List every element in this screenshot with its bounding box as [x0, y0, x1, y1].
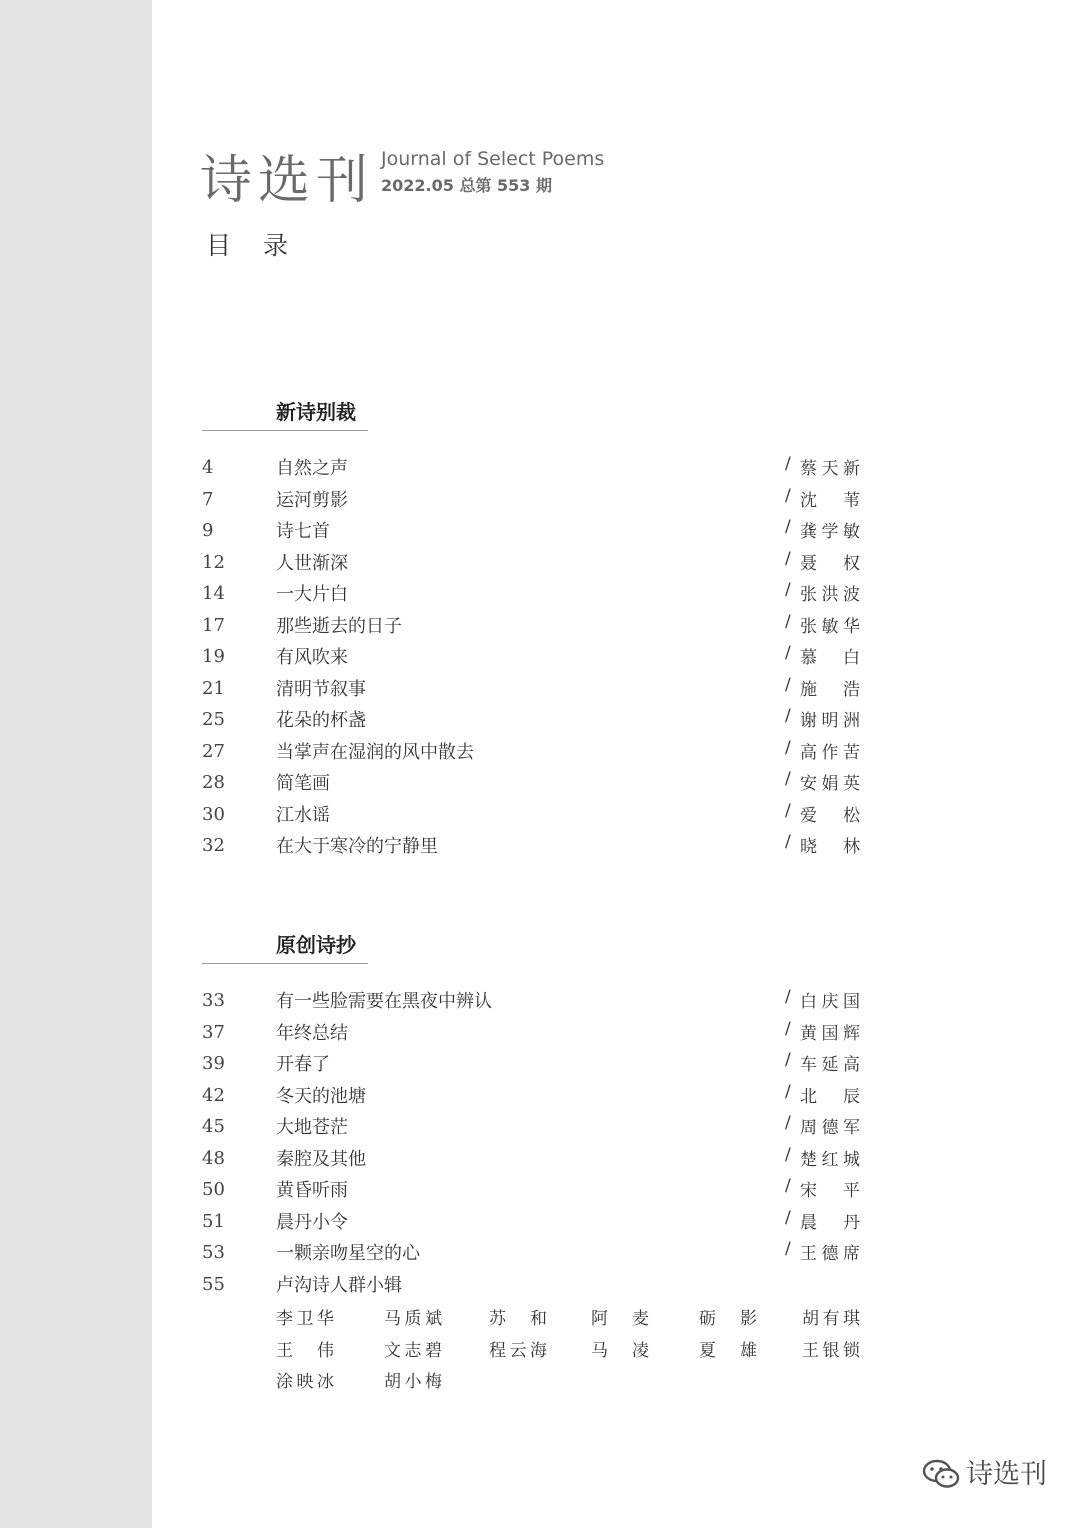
- author-name: 谢明洲: [800, 711, 860, 731]
- entry-title: 一大片白: [276, 584, 348, 605]
- toc-entry: [200, 643, 900, 675]
- toc-entry: [200, 612, 900, 644]
- poet-name: 胡有琪: [802, 1309, 860, 1329]
- author-slash: /: [785, 1144, 791, 1165]
- toc-entry: [200, 1050, 900, 1082]
- entry-title: 当掌声在湿润的风中散去: [276, 741, 474, 763]
- author-name: 张洪波: [800, 585, 860, 605]
- entry-author: [786, 1208, 860, 1233]
- entry-author: [786, 580, 860, 605]
- entry-author: [786, 832, 860, 857]
- author-name: 龚学敏: [800, 522, 860, 542]
- toc-entry: [200, 675, 900, 707]
- masthead: [200, 130, 800, 211]
- author-slash: /: [785, 643, 791, 663]
- toc-entry: [200, 1019, 900, 1051]
- author-slash: /: [785, 580, 791, 600]
- entry-page-number: 7: [202, 488, 214, 510]
- poet-name: 夏雄: [699, 1340, 757, 1361]
- entry-author: [786, 706, 860, 731]
- author-slash: /: [785, 1176, 791, 1196]
- author-name: 黄国辉: [800, 1023, 860, 1044]
- author-name: 聂权: [800, 553, 860, 574]
- entry-page-number: 39: [202, 1053, 225, 1074]
- entry-title: 运河剪影: [276, 489, 348, 511]
- entry-title: 在大于寒冷的宁静里: [276, 836, 438, 857]
- entry-list: [200, 454, 900, 864]
- toc-entry: [200, 1239, 900, 1271]
- author-name: 白庆国: [800, 992, 860, 1012]
- entry-title: 花朵的杯盏: [276, 710, 366, 731]
- author-name: 车延高: [800, 1055, 860, 1075]
- entry-title: 有风吹来: [276, 647, 348, 668]
- entry-page-number: 32: [202, 835, 225, 856]
- entry-title: 一颗亲吻星空的心: [276, 1243, 420, 1264]
- author-slash: /: [785, 987, 791, 1007]
- poet-name: 砺影: [699, 1309, 757, 1329]
- toc-entry: [200, 580, 900, 612]
- author-name: 北辰: [800, 1086, 860, 1107]
- author-name: 爱松: [800, 805, 860, 826]
- entry-page-number: 48: [202, 1147, 225, 1169]
- entry-author: [786, 1082, 860, 1107]
- group-poets: [276, 1304, 900, 1399]
- poet-name: 文志碧: [384, 1340, 442, 1361]
- entry-title: 自然之声: [276, 458, 348, 479]
- poet-name: 涂映冰: [276, 1372, 334, 1392]
- entry-page-number: 21: [202, 677, 225, 699]
- author-slash: /: [785, 769, 791, 789]
- author-name: 楚红城: [800, 1149, 860, 1170]
- entry-author: [786, 486, 860, 511]
- author-name: 宋平: [800, 1181, 860, 1201]
- entry-title: 那些逝去的日子: [276, 615, 402, 637]
- entry-list: [200, 987, 900, 1302]
- entry-title: 黄昏听雨: [276, 1180, 348, 1201]
- entry-page-number: 28: [202, 772, 225, 793]
- author-slash: /: [785, 800, 791, 821]
- entry-page-number: 33: [202, 990, 225, 1011]
- author-name: 施浩: [800, 679, 860, 700]
- entry-page-number: 27: [202, 740, 225, 762]
- section-heading-text: 新诗别裁: [276, 400, 356, 424]
- poet-name: 胡小梅: [384, 1372, 442, 1392]
- entry-page-number: 19: [202, 646, 225, 667]
- entry-author: [786, 1145, 860, 1170]
- entry-page-number: 30: [202, 803, 225, 825]
- toc-entry: [200, 1113, 900, 1145]
- entry-page-number: 17: [202, 614, 225, 636]
- entry-author: [786, 643, 860, 668]
- entry-title: 晨丹小令: [276, 1211, 348, 1233]
- entry-page-number: 25: [202, 709, 225, 730]
- toc-entry: [200, 1082, 900, 1114]
- author-slash: /: [785, 737, 791, 758]
- author-name: 王德席: [800, 1244, 860, 1264]
- toc-entry: [200, 486, 900, 518]
- entry-page-number: 55: [202, 1273, 225, 1295]
- entry-title: 清明节叙事: [276, 678, 366, 700]
- poet-row: [276, 1367, 900, 1399]
- entry-page-number: 45: [202, 1116, 225, 1137]
- entry-title: 有一些脸需要在黑夜中辨认: [276, 991, 492, 1012]
- toc-entry: [200, 987, 900, 1019]
- entry-author: [786, 987, 860, 1012]
- wechat-icon: [922, 1458, 960, 1490]
- author-name: 高作苦: [800, 742, 860, 763]
- poet-name: 马质斌: [384, 1309, 442, 1329]
- toc-entry: [200, 549, 900, 581]
- poet-name: 王伟: [276, 1340, 334, 1361]
- toc-entry: [200, 801, 900, 833]
- toc-entry: [200, 769, 900, 801]
- entry-author: [786, 1050, 860, 1075]
- toc-entry: [200, 738, 900, 770]
- author-slash: /: [785, 611, 791, 632]
- entry-title: 简笔画: [276, 773, 330, 794]
- poet-name: 苏和: [489, 1309, 547, 1329]
- author-slash: /: [785, 485, 791, 506]
- toc-entry: [200, 517, 900, 549]
- entry-title: 秦腔及其他: [276, 1148, 366, 1170]
- author-name: 晨丹: [800, 1212, 860, 1233]
- toc-entry: [200, 706, 900, 738]
- author-slash: /: [785, 706, 791, 726]
- entry-author: [786, 769, 860, 794]
- author-slash: /: [785, 1050, 791, 1070]
- section-new-poems: [200, 396, 900, 864]
- author-name: 蔡天新: [800, 459, 860, 479]
- entry-author: [786, 1019, 860, 1044]
- toc-entry: [200, 1176, 900, 1208]
- poet-name: 程云海: [489, 1340, 547, 1361]
- poet-name: 马凌: [591, 1340, 649, 1361]
- section-heading-text: 原创诗抄: [276, 933, 356, 957]
- section-original-poems: [200, 929, 900, 1399]
- poet-name: 李卫华: [276, 1309, 334, 1329]
- issue-number: 2022.05 总第 553 期: [381, 176, 552, 195]
- poet-name: 阿麦: [591, 1309, 649, 1329]
- entry-author: [786, 517, 860, 542]
- author-name: 周德军: [800, 1118, 860, 1138]
- entry-title: 冬天的池塘: [276, 1085, 366, 1107]
- entry-author: [786, 549, 860, 574]
- toc-entry: [200, 1145, 900, 1177]
- entry-page-number: 14: [202, 583, 225, 604]
- author-slash: /: [785, 548, 791, 569]
- author-slash: /: [785, 1113, 791, 1133]
- entry-author: [786, 1176, 860, 1201]
- poet-row: [276, 1336, 900, 1368]
- entry-title: 卢沟诗人群小辑: [276, 1274, 402, 1296]
- entry-title: 诗七首: [276, 521, 330, 542]
- entry-page-number: 9: [202, 520, 214, 541]
- author-slash: /: [785, 674, 791, 695]
- entry-title: 年终总结: [276, 1022, 348, 1044]
- entry-page-number: 12: [202, 551, 225, 573]
- entry-page-number: 51: [202, 1210, 225, 1232]
- author-name: 张敏华: [800, 616, 860, 637]
- entry-title: 江水谣: [276, 804, 330, 826]
- author-name: 晓林: [800, 837, 860, 857]
- entry-page-number: 37: [202, 1021, 225, 1043]
- entry-author: [786, 675, 860, 700]
- entry-author: [786, 801, 860, 826]
- author-slash: /: [785, 832, 791, 852]
- entry-title: 大地苍茫: [276, 1117, 348, 1138]
- author-slash: /: [785, 1081, 791, 1102]
- journal-logo: 诗选刊: [200, 151, 375, 211]
- entry-page-number: 53: [202, 1242, 225, 1263]
- entry-title: 开春了: [276, 1054, 330, 1075]
- journal-english-name: Journal of Select Poems: [381, 148, 605, 170]
- toc-entry: [200, 1208, 900, 1240]
- entry-author: [786, 612, 860, 637]
- toc-entry: [200, 832, 900, 864]
- entry-page-number: 42: [202, 1084, 225, 1106]
- section-heading: [202, 929, 368, 964]
- toc-entry: [200, 454, 900, 486]
- section-heading: [202, 396, 368, 431]
- poet-name: 王银锁: [802, 1340, 860, 1361]
- author-slash: /: [785, 1239, 791, 1259]
- poet-row: [276, 1304, 900, 1336]
- watermark-label: 诗选刊: [966, 1459, 1047, 1490]
- entry-author: [786, 1239, 860, 1264]
- toc-title: 目 录: [206, 231, 300, 260]
- author-slash: /: [785, 517, 791, 537]
- toc-entry: [200, 1271, 900, 1303]
- entry-page-number: 4: [202, 457, 214, 478]
- entry-author: [786, 454, 860, 479]
- author-name: 沈苇: [800, 490, 860, 511]
- entry-page-number: 50: [202, 1179, 225, 1200]
- author-name: 慕白: [800, 648, 860, 668]
- left-gray-band: [0, 0, 152, 1528]
- author-slash: /: [785, 1018, 791, 1039]
- author-name: 安娟英: [800, 774, 860, 794]
- entry-author: [786, 1113, 860, 1138]
- entry-title: 人世渐深: [276, 552, 348, 574]
- entry-author: [786, 738, 860, 763]
- author-slash: /: [785, 454, 791, 474]
- author-slash: /: [785, 1207, 791, 1228]
